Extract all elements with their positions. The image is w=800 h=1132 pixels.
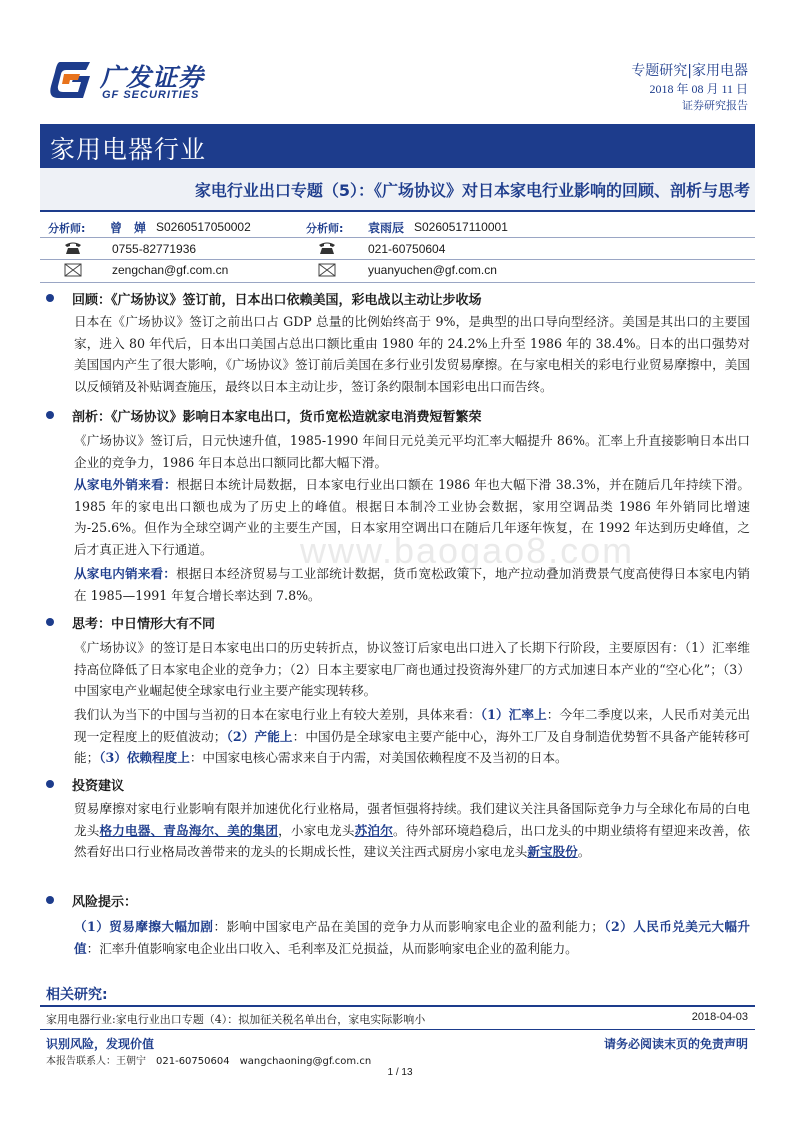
analyst-2-phone: 021-60750604 bbox=[368, 242, 446, 256]
analyst-1-name: 曾 婵 bbox=[110, 221, 147, 235]
emphasis: （1）贸易摩擦大幅加剧 bbox=[74, 919, 214, 934]
bullet-icon bbox=[46, 896, 54, 904]
paragraph-text: 。 bbox=[577, 844, 591, 859]
section-heading-review: 回顾：《广场协议》签订前，日本出口依赖美国，彩电战以主动让步收场 bbox=[72, 293, 482, 308]
analyst-2-name: 袁雨辰 bbox=[368, 221, 405, 235]
paragraph bbox=[48, 798, 750, 863]
emphasis: （2）产能上 bbox=[226, 728, 293, 744]
related-research-date: 2018-04-03 bbox=[691, 1011, 748, 1023]
section-heading-risk: 风险提示： bbox=[72, 895, 138, 910]
divider bbox=[40, 1029, 755, 1030]
analyst-2-email[interactable]: yuanyuchen@gf.com.cn bbox=[368, 263, 497, 277]
report-kind: 证券研究报告 bbox=[682, 99, 748, 112]
phone-icon bbox=[318, 241, 336, 255]
paragraph-text: 根据日本经济贸易与工业部统计数据，货币宽松政策下，地产拉动叠加消费景气度高使得日本家电内销在 1985—1991 年复合增长率达到 7.8%。 bbox=[74, 566, 750, 603]
analyst-1-email[interactable]: zengchan@gf.com.cn bbox=[112, 263, 229, 277]
stock-highlight: 苏泊尔 bbox=[354, 822, 393, 838]
analyst-1-phone: 0755-82771936 bbox=[112, 242, 197, 256]
email-icon bbox=[64, 263, 82, 277]
logo-english-name: GF SECURITIES bbox=[102, 89, 200, 101]
analyst-1-license: S0260517050002 bbox=[156, 220, 251, 234]
paragraph bbox=[48, 474, 750, 560]
paragraph-text: ：中国仍是全球家电主要产能中心，海外工厂及自身制造优势暂不具备产能转移可能； bbox=[74, 728, 751, 765]
main-title: 家电行业出口专题（5）：《广场协议》对日本家电行业影响的回顾、剖析与思考 bbox=[194, 181, 750, 200]
footer-contact: 本报告联系人：王朝宁 021-60750604 wangchaoning@gf.com.cn bbox=[46, 1056, 372, 1067]
emphasis: （3）依赖程度上 bbox=[99, 750, 190, 765]
emphasis: 从家电外销来看： bbox=[74, 477, 177, 492]
paragraph-text: ，小家电龙头 bbox=[278, 822, 355, 838]
emphasis: 从家电内销来看： bbox=[74, 566, 177, 581]
logo-chinese-name: 广发证券 bbox=[100, 63, 205, 92]
emphasis: （2）人民币兑美元大幅升值 bbox=[74, 919, 751, 956]
report-date: 2018 年 08 月 11 日 bbox=[649, 82, 748, 96]
gf-logo-icon bbox=[50, 56, 94, 100]
divider bbox=[40, 1005, 755, 1007]
bullet-icon bbox=[46, 618, 54, 626]
stock-highlight: 新宝股份 bbox=[527, 844, 578, 859]
footer-slogan: 识别风险，发现价值 bbox=[46, 1037, 155, 1051]
stock-highlight: 格力电器、青岛海尔、美的集团 bbox=[99, 822, 279, 838]
paragraph-text: 贸易摩擦对家电行业影响有限并加速优化行业格局，强者恒强将持续。我们建议关注具备国际竞争力与全球化布局的白电龙头 bbox=[74, 801, 750, 838]
analyst-1-label: 分析师: bbox=[48, 222, 86, 235]
analyst-2-label: 分析师: bbox=[306, 222, 344, 235]
bullet-icon bbox=[46, 780, 54, 788]
divider bbox=[40, 237, 755, 238]
paragraph-text: 。待外部环境趋稳后，出口龙头的中期业绩将有望迎来改善，依然看好出口行业格局改善带来的龙头的长期成长性，建议关注西式厨房小家电龙头 bbox=[74, 822, 751, 859]
emphasis: （1）汇率上 bbox=[480, 707, 547, 722]
footer-disclaimer-link[interactable]: 请务必阅读末页的免责声明 bbox=[603, 1037, 748, 1051]
bullet-icon bbox=[46, 411, 54, 419]
paragraph-text: ：影响中国家电产品在美国的竞争力从而影响家电企业的盈利能力； bbox=[213, 919, 604, 934]
paragraph-text: ：汇率升值影响家电企业出口收入、毛利率及汇兑损益，从而影响家电企业的盈利能力。 bbox=[86, 940, 578, 956]
paragraph bbox=[48, 563, 750, 606]
watermark: www.baogao8.com bbox=[300, 530, 635, 571]
email-icon bbox=[318, 263, 336, 277]
related-research-title: 相关研究: bbox=[46, 987, 108, 1003]
page-number: 1 / 13 bbox=[387, 1067, 413, 1078]
paragraph-text: ：中国家电核心需求来自于内需，对美国依赖程度不及当初的日本。 bbox=[189, 750, 568, 765]
paragraph bbox=[48, 704, 750, 769]
report-type: 专题研究|家用电器 bbox=[631, 63, 748, 79]
paragraph-text: ：今年二季度以来，人民币对美元出现一定程度上的贬值波动； bbox=[74, 707, 751, 744]
bullet-icon bbox=[46, 294, 54, 302]
paragraph-text: 根据日本统计局数据，日本家电行业出口额在 1986 年也大幅下滑 38.3%，并在随后几年持续下滑。1985 年的家电出口额也成为了历史上的峰值。根据日本制冷工业协会数据，家用空调品类 1986 年外销同比增速为-25.6%。但作为全球空调产业的主要生产国，日本家用空调出口在随后几年逐年恢复，在 1992 年达到历史峰值，之后才真正进入下行通道。 bbox=[74, 477, 750, 557]
paragraph: 《广场协议》签订后，日元快速升值，1985-1990 年间日元兑美元平均汇率大幅提升 86%。汇率上升直接影响日本出口企业的竞争力，1986 年日本总出口额同比都大幅下滑。 bbox=[74, 433, 750, 470]
industry-title: 家用电器行业 bbox=[50, 135, 207, 164]
paragraph bbox=[48, 916, 750, 959]
paragraph: 日本在《广场协议》签订之前出口占 GDP 总量的比例始终高于 9%，是典型的出口导向型经济。美国是其出口的主要国家，进入 80 年代后，日本出口美国占总出口额比重由 1980 年的 24.2%上升至 1986 年的 38.4%。日本的出口强势对美国国内产生了很大影响，《广场协议》签订前后美国在多行业引发贸易摩擦。在与家电相关的彩电行业贸易摩擦中，美国以反倾销及补贴调查施压，最终以日本主动让步，签订条约限制本国彩电出口而告终。 bbox=[74, 314, 750, 394]
phone-icon bbox=[64, 241, 82, 255]
paragraph: 《广场协议》的签订是日本家电出口的历史转折点，协议签订后家电出口进入了长期下行阶段，主要原因有：（1）汇率维持高位降低了日本家电企业的竞争力；（2）日本主要家电厂商也通过投资海外建厂的方式加速日本产业的“空心化”；（3）中国家电产业崛起使全球家电行业主要产能实现转移。 bbox=[74, 640, 750, 698]
divider bbox=[40, 282, 755, 283]
section-heading-thoughts: 思考：中日情形大有不同 bbox=[72, 617, 216, 632]
related-research-item[interactable]: 家用电器行业:家电行业出口专题（4）：拟加征关税名单出台，家电实际影响小 bbox=[46, 1013, 426, 1026]
analyst-2-license: S0260517110001 bbox=[414, 220, 508, 234]
section-heading-investment: 投资建议 bbox=[72, 779, 125, 794]
paragraph-text: 我们认为当下的中国与当初的日本在家电行业上有较大差别，具体来看： bbox=[74, 707, 481, 722]
divider bbox=[40, 259, 755, 260]
section-heading-analysis: 剖析：《广场协议》影响日本家电出口，货币宽松造就家电消费短暂繁荣 bbox=[72, 410, 482, 425]
